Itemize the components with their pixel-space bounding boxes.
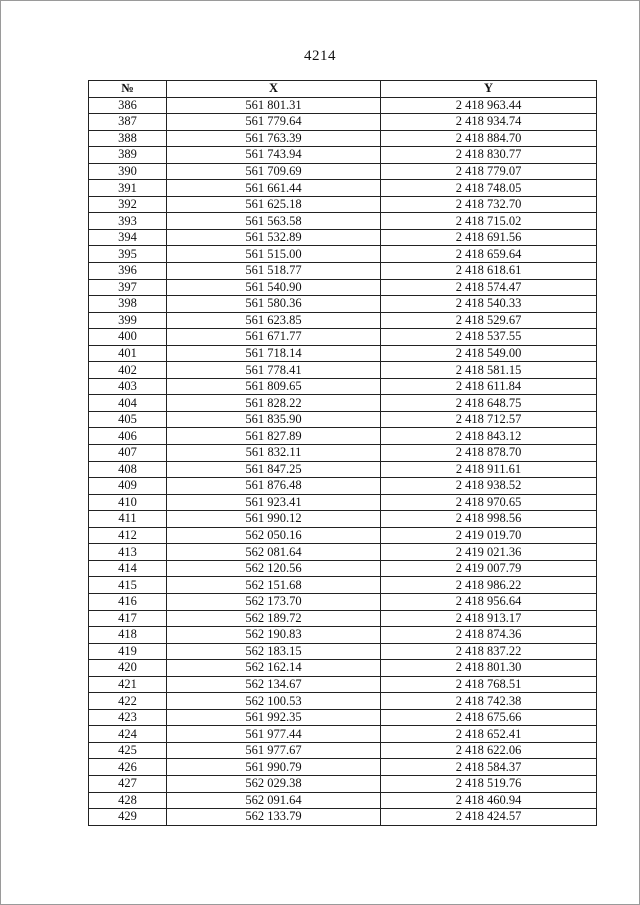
cell-number: 423 bbox=[89, 709, 167, 726]
cell-x: 561 671.77 bbox=[167, 329, 381, 346]
cell-number: 386 bbox=[89, 97, 167, 114]
cell-x: 561 625.18 bbox=[167, 196, 381, 213]
cell-number: 387 bbox=[89, 114, 167, 131]
cell-y: 2 418 843.12 bbox=[381, 428, 597, 445]
cell-y: 2 418 529.67 bbox=[381, 312, 597, 329]
cell-y: 2 418 537.55 bbox=[381, 329, 597, 346]
table-row bbox=[89, 511, 597, 528]
cell-y: 2 418 659.64 bbox=[381, 246, 597, 263]
table-row bbox=[89, 593, 597, 610]
cell-number: 396 bbox=[89, 263, 167, 280]
cell-x: 561 515.00 bbox=[167, 246, 381, 263]
cell-x: 562 120.56 bbox=[167, 560, 381, 577]
cell-number: 392 bbox=[89, 196, 167, 213]
cell-x: 562 190.83 bbox=[167, 627, 381, 644]
table-row bbox=[89, 676, 597, 693]
page-number: 4214 bbox=[304, 48, 336, 64]
cell-number: 409 bbox=[89, 478, 167, 495]
cell-number: 404 bbox=[89, 395, 167, 412]
cell-y: 2 418 911.61 bbox=[381, 461, 597, 478]
table-row bbox=[89, 378, 597, 395]
cell-number: 402 bbox=[89, 362, 167, 379]
table-row bbox=[89, 263, 597, 280]
table-row bbox=[89, 345, 597, 362]
cell-number: 415 bbox=[89, 577, 167, 594]
cell-x: 561 832.11 bbox=[167, 445, 381, 462]
table-row bbox=[89, 693, 597, 710]
table-row bbox=[89, 809, 597, 826]
table-row bbox=[89, 461, 597, 478]
cell-y: 2 418 691.56 bbox=[381, 229, 597, 246]
table-row bbox=[89, 445, 597, 462]
coordinates-table bbox=[88, 80, 597, 826]
table-row bbox=[89, 709, 597, 726]
cell-number: 400 bbox=[89, 329, 167, 346]
cell-number: 425 bbox=[89, 742, 167, 759]
cell-x: 561 763.39 bbox=[167, 130, 381, 147]
cell-y: 2 419 021.36 bbox=[381, 544, 597, 561]
table-row bbox=[89, 775, 597, 792]
cell-y: 2 418 549.00 bbox=[381, 345, 597, 362]
table-row bbox=[89, 312, 597, 329]
cell-x: 561 809.65 bbox=[167, 378, 381, 395]
cell-y: 2 418 768.51 bbox=[381, 676, 597, 693]
cell-x: 561 990.12 bbox=[167, 511, 381, 528]
table-row bbox=[89, 643, 597, 660]
cell-number: 427 bbox=[89, 775, 167, 792]
cell-number: 389 bbox=[89, 147, 167, 164]
cell-x: 562 091.64 bbox=[167, 792, 381, 809]
cell-y: 2 418 878.70 bbox=[381, 445, 597, 462]
cell-y: 2 418 540.33 bbox=[381, 296, 597, 313]
cell-y: 2 418 584.37 bbox=[381, 759, 597, 776]
cell-number: 420 bbox=[89, 660, 167, 677]
cell-x: 561 532.89 bbox=[167, 229, 381, 246]
cell-number: 401 bbox=[89, 345, 167, 362]
cell-number: 397 bbox=[89, 279, 167, 296]
cell-y: 2 418 913.17 bbox=[381, 610, 597, 627]
table-row bbox=[89, 97, 597, 114]
cell-y: 2 418 970.65 bbox=[381, 494, 597, 511]
cell-number: 418 bbox=[89, 627, 167, 644]
table-row bbox=[89, 610, 597, 627]
table-row bbox=[89, 362, 597, 379]
cell-x: 562 029.38 bbox=[167, 775, 381, 792]
cell-y: 2 418 874.36 bbox=[381, 627, 597, 644]
table-row bbox=[89, 544, 597, 561]
cell-y: 2 418 779.07 bbox=[381, 163, 597, 180]
cell-x: 562 081.64 bbox=[167, 544, 381, 561]
cell-y: 2 418 837.22 bbox=[381, 643, 597, 660]
cell-y: 2 418 742.38 bbox=[381, 693, 597, 710]
table-row bbox=[89, 395, 597, 412]
cell-x: 562 151.68 bbox=[167, 577, 381, 594]
table-row bbox=[89, 792, 597, 809]
cell-x: 562 134.67 bbox=[167, 676, 381, 693]
cell-number: 426 bbox=[89, 759, 167, 776]
cell-number: 403 bbox=[89, 378, 167, 395]
table-row bbox=[89, 279, 597, 296]
cell-x: 562 189.72 bbox=[167, 610, 381, 627]
cell-number: 394 bbox=[89, 229, 167, 246]
table-row bbox=[89, 577, 597, 594]
cell-number: 408 bbox=[89, 461, 167, 478]
cell-number: 421 bbox=[89, 676, 167, 693]
cell-number: 417 bbox=[89, 610, 167, 627]
cell-y: 2 418 618.61 bbox=[381, 263, 597, 280]
table-row bbox=[89, 329, 597, 346]
cell-x: 561 709.69 bbox=[167, 163, 381, 180]
cell-x: 561 876.48 bbox=[167, 478, 381, 495]
cell-y: 2 418 986.22 bbox=[381, 577, 597, 594]
cell-x: 561 779.64 bbox=[167, 114, 381, 131]
cell-y: 2 418 801.30 bbox=[381, 660, 597, 677]
cell-y: 2 418 956.64 bbox=[381, 593, 597, 610]
cell-number: 411 bbox=[89, 511, 167, 528]
cell-y: 2 419 007.79 bbox=[381, 560, 597, 577]
cell-y: 2 418 675.66 bbox=[381, 709, 597, 726]
header-x: X bbox=[167, 81, 381, 98]
cell-number: 422 bbox=[89, 693, 167, 710]
cell-y: 2 418 648.75 bbox=[381, 395, 597, 412]
table-row bbox=[89, 114, 597, 131]
cell-y: 2 418 963.44 bbox=[381, 97, 597, 114]
cell-y: 2 418 652.41 bbox=[381, 726, 597, 743]
cell-number: 424 bbox=[89, 726, 167, 743]
cell-x: 561 801.31 bbox=[167, 97, 381, 114]
cell-number: 429 bbox=[89, 809, 167, 826]
table-row bbox=[89, 742, 597, 759]
cell-number: 416 bbox=[89, 593, 167, 610]
table-row bbox=[89, 163, 597, 180]
table-row bbox=[89, 660, 597, 677]
cell-x: 561 580.36 bbox=[167, 296, 381, 313]
cell-x: 561 923.41 bbox=[167, 494, 381, 511]
table-row bbox=[89, 494, 597, 511]
cell-number: 413 bbox=[89, 544, 167, 561]
cell-x: 561 778.41 bbox=[167, 362, 381, 379]
cell-number: 410 bbox=[89, 494, 167, 511]
cell-y: 2 418 884.70 bbox=[381, 130, 597, 147]
cell-number: 419 bbox=[89, 643, 167, 660]
cell-x: 561 835.90 bbox=[167, 411, 381, 428]
cell-number: 395 bbox=[89, 246, 167, 263]
cell-y: 2 418 460.94 bbox=[381, 792, 597, 809]
cell-number: 406 bbox=[89, 428, 167, 445]
header-number: № bbox=[89, 81, 167, 98]
table-row bbox=[89, 229, 597, 246]
table-row bbox=[89, 246, 597, 263]
cell-number: 391 bbox=[89, 180, 167, 197]
cell-y: 2 418 715.02 bbox=[381, 213, 597, 230]
cell-x: 562 100.53 bbox=[167, 693, 381, 710]
table-row bbox=[89, 296, 597, 313]
table-row bbox=[89, 627, 597, 644]
cell-number: 414 bbox=[89, 560, 167, 577]
cell-x: 562 173.70 bbox=[167, 593, 381, 610]
cell-x: 561 992.35 bbox=[167, 709, 381, 726]
cell-x: 562 133.79 bbox=[167, 809, 381, 826]
cell-y: 2 418 424.57 bbox=[381, 809, 597, 826]
cell-x: 561 990.79 bbox=[167, 759, 381, 776]
cell-x: 561 540.90 bbox=[167, 279, 381, 296]
cell-x: 562 050.16 bbox=[167, 527, 381, 544]
cell-number: 412 bbox=[89, 527, 167, 544]
table-row bbox=[89, 527, 597, 544]
cell-number: 428 bbox=[89, 792, 167, 809]
cell-y: 2 418 574.47 bbox=[381, 279, 597, 296]
cell-x: 561 977.44 bbox=[167, 726, 381, 743]
cell-number: 390 bbox=[89, 163, 167, 180]
cell-x: 561 518.77 bbox=[167, 263, 381, 280]
cell-x: 562 183.15 bbox=[167, 643, 381, 660]
table-row bbox=[89, 759, 597, 776]
cell-y: 2 418 581.15 bbox=[381, 362, 597, 379]
cell-x: 561 743.94 bbox=[167, 147, 381, 164]
table-row bbox=[89, 560, 597, 577]
cell-x: 561 827.89 bbox=[167, 428, 381, 445]
cell-x: 562 162.14 bbox=[167, 660, 381, 677]
cell-number: 407 bbox=[89, 445, 167, 462]
cell-y: 2 418 938.52 bbox=[381, 478, 597, 495]
cell-y: 2 418 748.05 bbox=[381, 180, 597, 197]
table-header-row bbox=[89, 81, 597, 98]
table-row bbox=[89, 147, 597, 164]
table-row bbox=[89, 478, 597, 495]
table-row bbox=[89, 726, 597, 743]
cell-x: 561 661.44 bbox=[167, 180, 381, 197]
cell-y: 2 419 019.70 bbox=[381, 527, 597, 544]
cell-x: 561 718.14 bbox=[167, 345, 381, 362]
table-row bbox=[89, 180, 597, 197]
table-row bbox=[89, 213, 597, 230]
cell-x: 561 977.67 bbox=[167, 742, 381, 759]
cell-y: 2 418 622.06 bbox=[381, 742, 597, 759]
cell-y: 2 418 998.56 bbox=[381, 511, 597, 528]
table-row bbox=[89, 130, 597, 147]
cell-y: 2 418 830.77 bbox=[381, 147, 597, 164]
cell-x: 561 828.22 bbox=[167, 395, 381, 412]
cell-number: 405 bbox=[89, 411, 167, 428]
cell-y: 2 418 712.57 bbox=[381, 411, 597, 428]
cell-y: 2 418 611.84 bbox=[381, 378, 597, 395]
table-row bbox=[89, 428, 597, 445]
cell-number: 388 bbox=[89, 130, 167, 147]
header-y: Y bbox=[381, 81, 597, 98]
cell-y: 2 418 732.70 bbox=[381, 196, 597, 213]
cell-x: 561 563.58 bbox=[167, 213, 381, 230]
cell-number: 393 bbox=[89, 213, 167, 230]
table-row bbox=[89, 411, 597, 428]
cell-y: 2 418 934.74 bbox=[381, 114, 597, 131]
cell-number: 398 bbox=[89, 296, 167, 313]
cell-number: 399 bbox=[89, 312, 167, 329]
cell-x: 561 847.25 bbox=[167, 461, 381, 478]
cell-y: 2 418 519.76 bbox=[381, 775, 597, 792]
table-row bbox=[89, 196, 597, 213]
cell-x: 561 623.85 bbox=[167, 312, 381, 329]
table-body bbox=[89, 97, 597, 825]
